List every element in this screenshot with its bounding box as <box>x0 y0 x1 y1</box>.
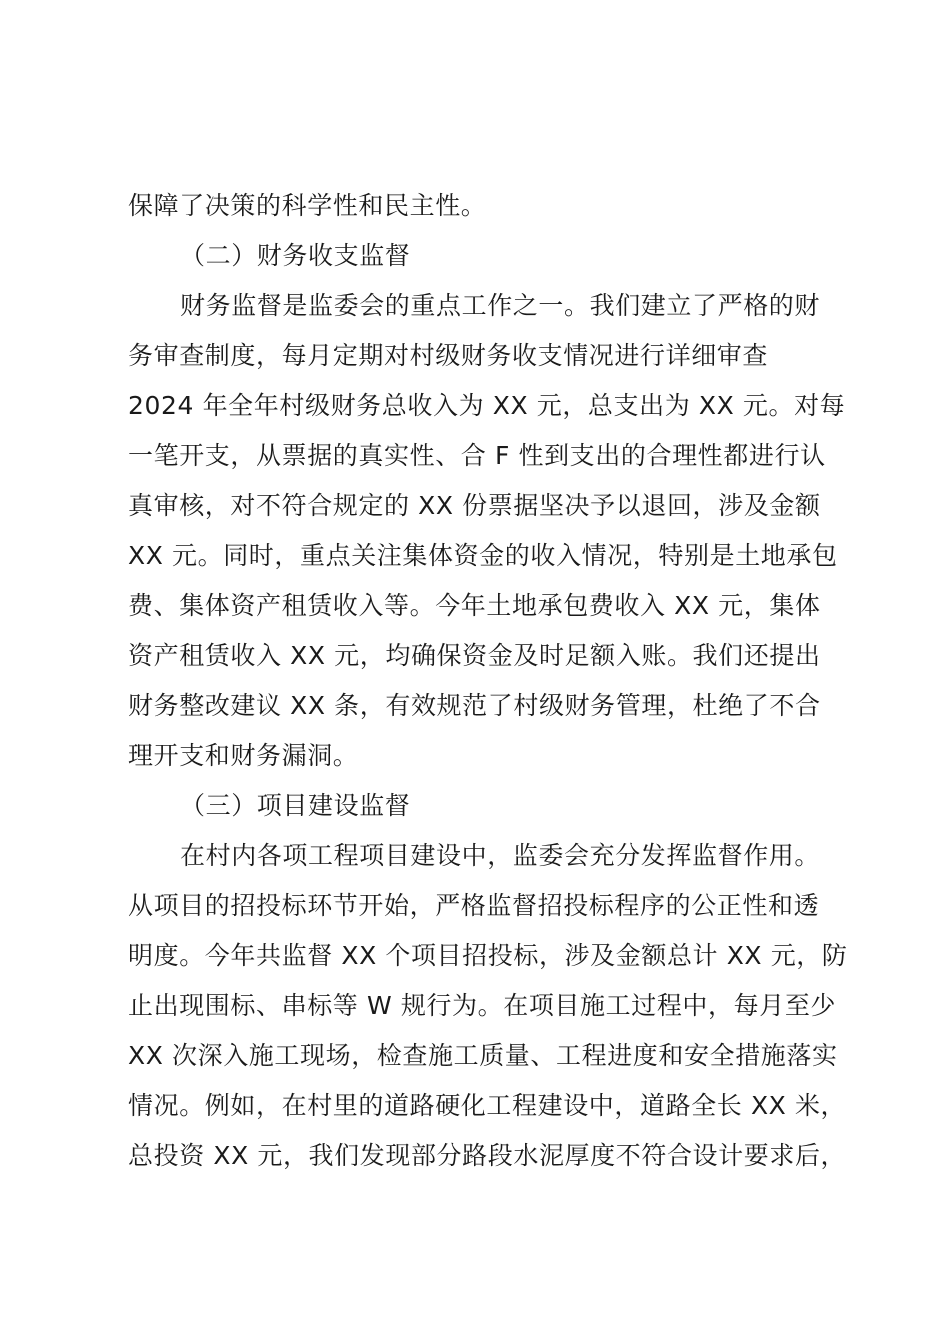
paragraph-line: 务审查制度，每月定期对村级财务收支情况进行详细审查 <box>128 341 769 370</box>
paragraph-line: 情况。例如，在村里的道路硬化工程建设中，道路全长 XX 米， <box>128 1091 847 1120</box>
paragraph-line: 从项目的招投标环节开始，严格监督招投标程序的公正性和透 <box>128 891 820 920</box>
paragraph-line: 资产租赁收入 XX 元，均确保资金及时足额入账。我们还提出 <box>128 641 821 670</box>
paragraph-line: 一笔开支，从票据的真实性、合 F 性到支出的合理性都进行认 <box>128 441 826 470</box>
paragraph-line: 财务整改建议 XX 条，有效规范了村级财务管理，杜绝了不合 <box>128 691 821 720</box>
paragraph-line: XX 元。同时，重点关注集体资金的收入情况，特别是土地承包 <box>128 541 838 570</box>
paragraph-line: 保障了决策的科学性和民主性。 <box>128 191 487 220</box>
paragraph-line: 止出现围标、串标等 W 规行为。在项目施工过程中，每月至少 <box>128 991 837 1020</box>
paragraph-line: 真审核，对不符合规定的 XX 份票据坚决予以退回，涉及金额 <box>128 491 821 520</box>
paragraph-line: 明度。今年共监督 XX 个项目招投标，涉及金额总计 XX 元，防 <box>128 941 848 970</box>
paragraph-line: 2024 年全年村级财务总收入为 XX 元，总支出为 XX 元。对每 <box>128 391 846 420</box>
paragraph-line: 费、集体资产租赁收入等。今年土地承包费收入 XX 元，集体 <box>128 591 821 620</box>
paragraph-line: 总投资 XX 元，我们发现部分路段水泥厚度不符合设计要求后， <box>128 1141 847 1170</box>
paragraph-line: 财务监督是监委会的重点工作之一。我们建立了严格的财 <box>180 291 821 320</box>
paragraph-line: 理开支和财务漏洞。 <box>128 741 359 770</box>
section-heading-projects: （三）项目建设监督 <box>180 791 411 820</box>
paragraph-line: XX 次深入施工现场，检查施工质量、工程进度和安全措施落实 <box>128 1041 838 1070</box>
paragraph-line: 在村内各项工程项目建设中，监委会充分发挥监督作用。 <box>180 841 821 870</box>
section-heading-finance: （二）财务收支监督 <box>180 241 411 270</box>
